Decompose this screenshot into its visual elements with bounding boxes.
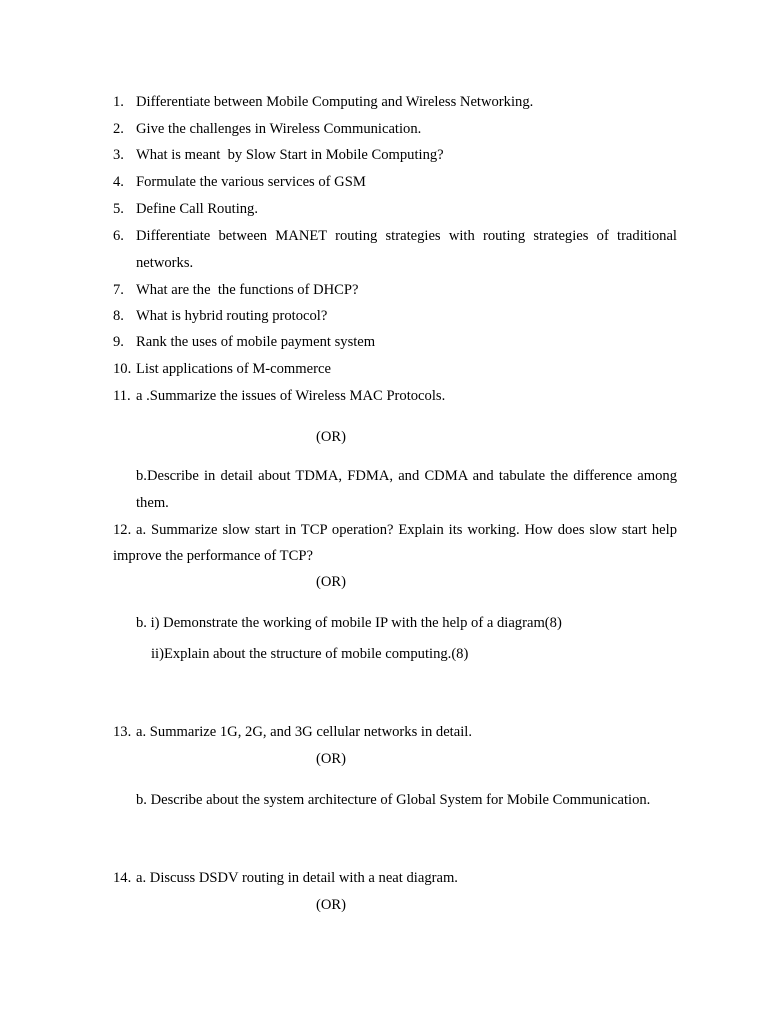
question-text: a .Summarize the issues of Wireless MAC Protocols.: [136, 388, 446, 404]
question-text: What is meant by Slow Start in Mobile Computing?: [136, 147, 444, 163]
question-number: 4.: [113, 174, 124, 190]
or-separator: (OR): [316, 574, 346, 590]
question-text: List applications of M-commerce: [136, 361, 331, 377]
question-text-line-1: a. Summarize slow start in TCP operation? Explain its working. How does slow start help: [136, 522, 677, 538]
question-text: Differentiate between Mobile Computing and Wireless Networking.: [136, 94, 534, 110]
question-number: 10.: [113, 361, 132, 377]
or-separator: (OR): [316, 429, 346, 445]
question-text: b. i) Demonstrate the working of mobile IP with the help of a diagram(8): [136, 615, 562, 631]
question-number: 8.: [113, 308, 124, 324]
question-number: 1.: [113, 94, 124, 110]
question-number: 6.: [113, 228, 124, 244]
question-number: 7.: [113, 282, 124, 298]
question-text: Define Call Routing.: [136, 201, 259, 217]
question-number: 13.: [113, 724, 132, 740]
question-text: What are the the functions of DHCP?: [136, 282, 359, 298]
question-number: 2.: [113, 121, 124, 137]
question-number: 14.: [113, 870, 132, 886]
question-text-line-2: them.: [136, 495, 169, 511]
question-text: What is hybrid routing protocol?: [136, 308, 328, 324]
question-text: a. Summarize 1G, 2G, and 3G cellular networks in detail.: [136, 724, 472, 740]
question-number: 5.: [113, 201, 124, 217]
question-text-line-2: networks.: [136, 255, 194, 271]
or-separator: (OR): [316, 751, 346, 767]
question-text-line-1: Differentiate between MANET routing strategies with routing strategies of traditional: [136, 228, 677, 244]
question-text: ii)Explain about the structure of mobile computing.(8): [151, 646, 469, 662]
question-number: 3.: [113, 147, 124, 163]
question-number: 11.: [113, 388, 131, 404]
question-text: a. Discuss DSDV routing in detail with a neat diagram.: [136, 870, 458, 886]
question-text-line-1: b.Describe in detail about TDMA, FDMA, and CDMA and tabulate the difference among: [136, 468, 677, 484]
question-number: 9.: [113, 334, 124, 350]
question-text: Formulate the various services of GSM: [136, 174, 366, 190]
or-separator: (OR): [316, 897, 346, 913]
question-text: Give the challenges in Wireless Communication.: [136, 121, 422, 137]
question-number: 12.: [113, 522, 132, 538]
question-text: b. Describe about the system architecture of Global System for Mobile Communication.: [136, 792, 651, 808]
question-text: Rank the uses of mobile payment system: [136, 334, 376, 350]
question-text-line-2: improve the performance of TCP?: [113, 548, 313, 564]
